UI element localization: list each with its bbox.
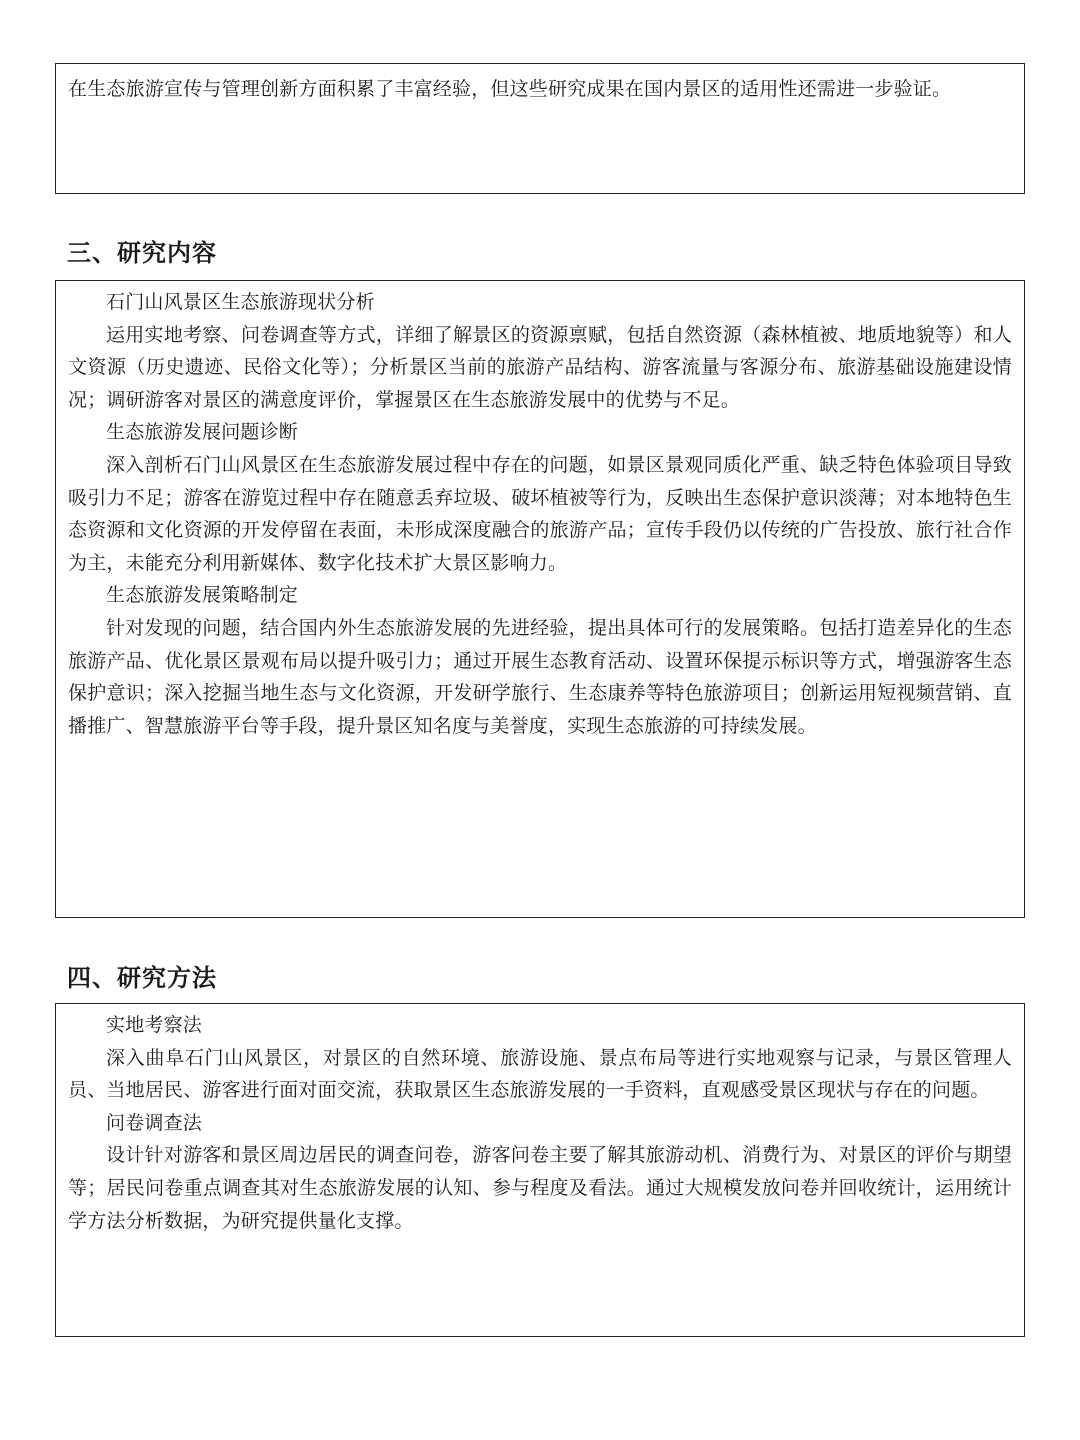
subsection-title: 问卷调查法 (106, 1111, 203, 1134)
subsection-body: 深入剖析石门山风景区在生态旅游发展过程中存在的问题，如景区景观同质化严重、缺乏特色体验项目导致吸引力不足；游客在游览过程中存在随意丢弃垃圾、破坏植被等行为，反映出生态保护意识淡薄；对本地特色生态资源和文化资源的开发停留在表面，未形成深度融合的旅游产品；宣传手段仍以传统的广告投放、旅行社合作为主，未能充分利用新媒体、数字化技术扩大景区影响力。 (68, 453, 1012, 574)
intro-text-box (55, 63, 1025, 194)
section-heading-research-methods: 四、研究方法 (67, 964, 217, 992)
subsection-body: 运用实地考察、问卷调查等方式，详细了解景区的资源禀赋，包括自然资源（森林植被、地质地貌等）和人文资源（历史遗迹、民俗文化等）；分析景区当前的旅游产品结构、游客流量与客源分布、旅游基础设施建设情况；调研游客对景区的满意度评价，掌握景区在生态旅游发展中的优势与不足。 (68, 323, 1012, 411)
intro-paragraph: 在生态旅游宣传与管理创新方面积累了丰富经验，但这些研究成果在国内景区的适用性还需进一步验证。 (68, 78, 952, 100)
subsection-body: 设计针对游客和景区周边居民的调查问卷，游客问卷主要了解其旅游动机、消费行为、对景区的评价与期望等；居民问卷重点调查其对生态旅游发展的认知、参与程度及看法。通过大规模发放问卷并回收统计，运用统计学方法分析数据，为研究提供量化支撑。 (68, 1144, 1012, 1232)
subsection-body: 深入曲阜石门山风景区，对景区的自然环境、旅游设施、景点布局等进行实地观察与记录，与景区管理人员、当地居民、游客进行面对面交流，获取景区生态旅游发展的一手资料，直观感受景区现状与存在的问题。 (68, 1046, 1012, 1102)
section-heading-research-content: 三、研究内容 (67, 239, 217, 267)
research-content-box (55, 280, 1025, 918)
subsection-title: 生态旅游发展问题诊断 (106, 421, 299, 444)
subsection-body: 针对发现的问题，结合国内外生态旅游发展的先进经验，提出具体可行的发展策略。包括打造差异化的生态旅游产品、优化景区景观布局以提升吸引力；通过开展生态教育活动、设置环保提示标识等方式，增强游客生态保护意识；深入挖掘当地生态与文化资源，开发研学旅行、生态康养等特色旅游项目；创新运用短视频营销、直播推广、智慧旅游平台等手段，提升景区知名度与美誉度，实现生态旅游的可持续发展。 (68, 616, 1012, 737)
research-methods-box (55, 1003, 1025, 1337)
subsection-title: 实地考察法 (106, 1014, 203, 1036)
subsection-title: 石门山风景区生态旅游现状分析 (106, 291, 375, 313)
subsection-title: 生态旅游发展策略制定 (106, 584, 299, 607)
